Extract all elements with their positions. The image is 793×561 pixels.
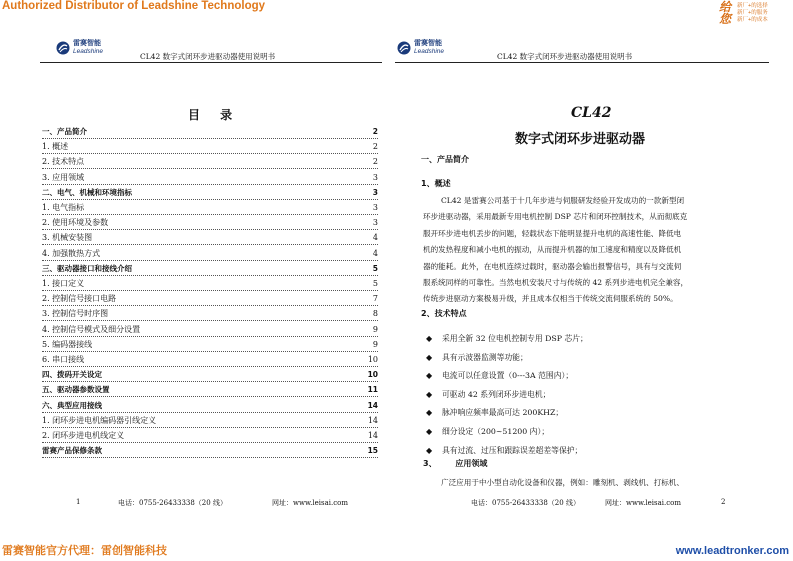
toc-entry-page: 8 — [372, 309, 378, 319]
toc-entry-title: 5. 编码器接线 — [42, 339, 93, 349]
feature-text: 脉冲响应频率最高可达 200KHZ； — [442, 408, 564, 418]
left-footer-web: 网址：www.leisai.com — [272, 499, 348, 507]
toc-entry-page: 10 — [367, 355, 378, 364]
toc-entry[interactable] — [42, 339, 378, 352]
left-page — [40, 36, 382, 516]
toc-entry-page: 3 — [372, 218, 378, 228]
toc-entry[interactable] — [42, 369, 378, 382]
right-footer-web: 网址：www.leisai.com — [605, 499, 681, 507]
feature-text: 电流可以任意设置（0---3A 范围内）； — [442, 371, 574, 381]
toc-entry-page: 2 — [372, 142, 378, 152]
brand-chars: 给您 — [719, 0, 732, 26]
feature-item — [426, 370, 573, 381]
toc-entry-page: 14 — [367, 415, 378, 425]
left-footer-phone: 电话：0755-26433338（20 线） — [118, 499, 227, 507]
brand-slogans: 新厂+的选择 新厂+的服务 新厂+的成本 — [737, 3, 768, 23]
feature-item — [426, 333, 588, 344]
toc-entry[interactable] — [42, 126, 378, 139]
right-footer-page: 2 — [721, 498, 726, 506]
toc-entry[interactable] — [42, 202, 378, 215]
leadshine-logo-icon — [397, 41, 411, 55]
toc-entry[interactable] — [42, 354, 378, 367]
toc-entry-title: 2. 技术特点 — [42, 157, 85, 167]
toc-entry-page: 2 — [372, 157, 378, 167]
leadshine-logo-right: 雷赛智能 Leadshine — [397, 40, 444, 56]
diamond-bullet-icon: ◆ — [426, 352, 433, 362]
diamond-bullet-icon: ◆ — [426, 427, 433, 436]
toc-entry-page: 11 — [367, 385, 378, 395]
toc-entry-page: 9 — [372, 324, 378, 334]
toc-entry[interactable] — [42, 217, 378, 230]
toc-entry[interactable] — [42, 156, 378, 169]
toc-entry[interactable] — [42, 445, 378, 458]
paragraph-line: 服系统同样的可靠性。当然电机安装尺寸与传统的 42 系列步进电机完全兼容， — [423, 278, 689, 288]
toc-entry[interactable] — [42, 293, 378, 306]
toc-entry-title: 4. 加强散热方式 — [42, 248, 101, 258]
left-footer-page: 1 — [76, 498, 81, 506]
toc-entry[interactable] — [42, 278, 378, 291]
toc-entry[interactable] — [42, 263, 378, 276]
toc-entry-title: 2. 闭环步进电机线定义 — [42, 431, 125, 440]
distributor-banner: Authorized Distributor of Leadshine Technology — [2, 0, 266, 12]
official-agent-banner: 雷赛智能官方代理：雷创智能科技 — [2, 544, 167, 557]
header-title: CL42 数字式闭环步进驱动器使用说明书 — [140, 52, 276, 61]
toc-entry-title: 雷赛产品保修条款 — [42, 446, 102, 456]
toc-entry-page: 9 — [372, 339, 378, 349]
diamond-bullet-icon: ◆ — [426, 389, 433, 399]
toc-entry-title: 2. 控制信号接口电路 — [42, 294, 117, 304]
toc-entry-title: 六、典型应用接线 — [42, 400, 102, 410]
toc-entry[interactable] — [42, 384, 378, 397]
section-intro: 一、产品简介 — [421, 155, 469, 164]
toc-entry[interactable] — [42, 308, 378, 321]
toc-entry[interactable] — [42, 187, 378, 200]
paragraph-line: 传统步进驱动方案极易升级，并且成本仅相当于传统交流伺服系统的 50%。 — [423, 294, 678, 304]
toc-entry[interactable] — [42, 232, 378, 245]
toc-entry[interactable] — [42, 172, 378, 185]
toc-entry-title: 三、驱动器接口和接线介绍 — [42, 263, 132, 273]
feature-item — [426, 389, 550, 400]
diamond-bullet-icon: ◆ — [426, 408, 433, 418]
toc-entry[interactable] — [42, 324, 378, 337]
right-page-header — [395, 36, 769, 63]
toc-entry[interactable] — [42, 430, 378, 443]
applications-paragraph: 广泛应用于中小型自动化设备和仪器，例如：雕刻机、剥线机、打标机、 — [441, 478, 684, 487]
toc-entry-title: 6. 串口接线 — [42, 355, 85, 364]
doc-title: 数字式闭环步进驱动器 — [515, 132, 646, 147]
toc-entry-page: 14 — [367, 400, 378, 410]
toc-entry-title: 1. 电气指标 — [42, 203, 85, 212]
right-footer-phone: 电话：0755-26433338（20 线） — [471, 499, 580, 507]
toc-entry-title: 3. 控制信号时序图 — [42, 309, 109, 319]
feature-item — [426, 407, 563, 418]
diamond-bullet-icon: ◆ — [426, 445, 433, 455]
toc-entry-title: 1. 闭环步进电机编码器引线定义 — [42, 415, 157, 425]
feature-text: 采用全新 32 位电机控制专用 DSP 芯片； — [442, 334, 588, 343]
feature-item — [426, 445, 582, 456]
toc-entry-title: 4. 控制信号模式及细分设置 — [42, 324, 141, 334]
toc-entry-page: 2 — [372, 127, 378, 136]
website-link[interactable]: www.leadtronker.com — [675, 545, 789, 557]
feature-text: 可驱动 42 系列闭环步进电机； — [442, 389, 551, 399]
overview-paragraph — [423, 193, 765, 308]
paragraph-line: 环步进驱动器，采用最新专用电机控制 DSP 芯片和闭环控制技术，从而彻底克 — [423, 212, 688, 222]
feature-item — [426, 352, 528, 363]
toc-entry-page: 10 — [367, 370, 378, 380]
toc-entry-page: 15 — [367, 446, 378, 456]
diamond-bullet-icon: ◆ — [426, 334, 433, 343]
toc-entry-title: 1. 概述 — [42, 142, 69, 152]
toc-entry-title: 3. 机械安装图 — [42, 233, 93, 243]
toc-entry[interactable] — [42, 248, 378, 261]
toc-entry-page: 3 — [372, 172, 378, 182]
toc-entry-page: 7 — [372, 294, 378, 304]
paragraph-line: CL42 是雷赛公司基于十几年步进与伺服研发经验开发成功的一款新型闭 — [441, 196, 685, 205]
feature-text: 细分设定（200~51200 内）； — [442, 427, 550, 436]
subsection-overview: 1、概述 — [421, 179, 451, 188]
left-page-header — [40, 36, 382, 63]
toc-entry-title: 一、产品简介 — [42, 127, 87, 136]
toc-entry-title: 2. 使用环境及参数 — [42, 218, 109, 228]
brand-mark — [719, 2, 787, 32]
toc-title: 目 录 — [188, 108, 241, 122]
toc-entry-title: 1. 接口定义 — [42, 279, 85, 288]
paragraph-line: 器的能耗。此外，在电机连续过载时，驱动器会输出报警信号，具有与交流伺 — [423, 261, 682, 271]
feature-text: 具有示波器监测等功能； — [442, 352, 528, 362]
toc-entry[interactable] — [42, 415, 378, 428]
toc-entry-page: 3 — [372, 203, 378, 212]
toc-entry-page: 4 — [372, 248, 378, 258]
feature-text: 具有过流、过压和跟踪误差超差等保护； — [442, 445, 583, 455]
toc-entry-title: 四、拨码开关设定 — [42, 370, 102, 380]
paragraph-line: 机的发热程度和减小电机的振动，从而提升机器的加工速度和精度以及降低机 — [423, 245, 682, 255]
toc-entry[interactable] — [42, 141, 378, 154]
subsection-applications: 3、 应用领域 — [423, 459, 488, 468]
leadshine-logo: 雷赛智能 Leadshine — [56, 40, 103, 56]
feature-item — [426, 426, 549, 437]
toc-entry-page: 4 — [372, 233, 378, 243]
subsection-features: 2、技术特点 — [421, 309, 467, 318]
model-name: CL42 — [571, 105, 612, 121]
header-title-right: CL42 数字式闭环步进驱动器使用说明书 — [497, 52, 633, 61]
diamond-bullet-icon: ◆ — [426, 371, 433, 381]
paragraph-line: 服开环步进电机丢步的问题，轻载状态下能明显提升电机的高速性能、降低电 — [423, 228, 682, 238]
toc-entry-page: 3 — [372, 187, 378, 197]
toc-entry-page: 5 — [372, 279, 378, 288]
leadshine-logo-icon — [56, 41, 70, 55]
toc-entry-title: 3. 应用领域 — [42, 172, 85, 182]
toc-entry-page: 5 — [372, 263, 378, 273]
toc-entry-title: 二、电气、机械和环境指标 — [42, 187, 132, 197]
toc-entry-title: 五、驱动器参数设置 — [42, 385, 110, 395]
toc-entry-page: 14 — [367, 431, 378, 440]
toc-entry[interactable] — [42, 400, 378, 413]
